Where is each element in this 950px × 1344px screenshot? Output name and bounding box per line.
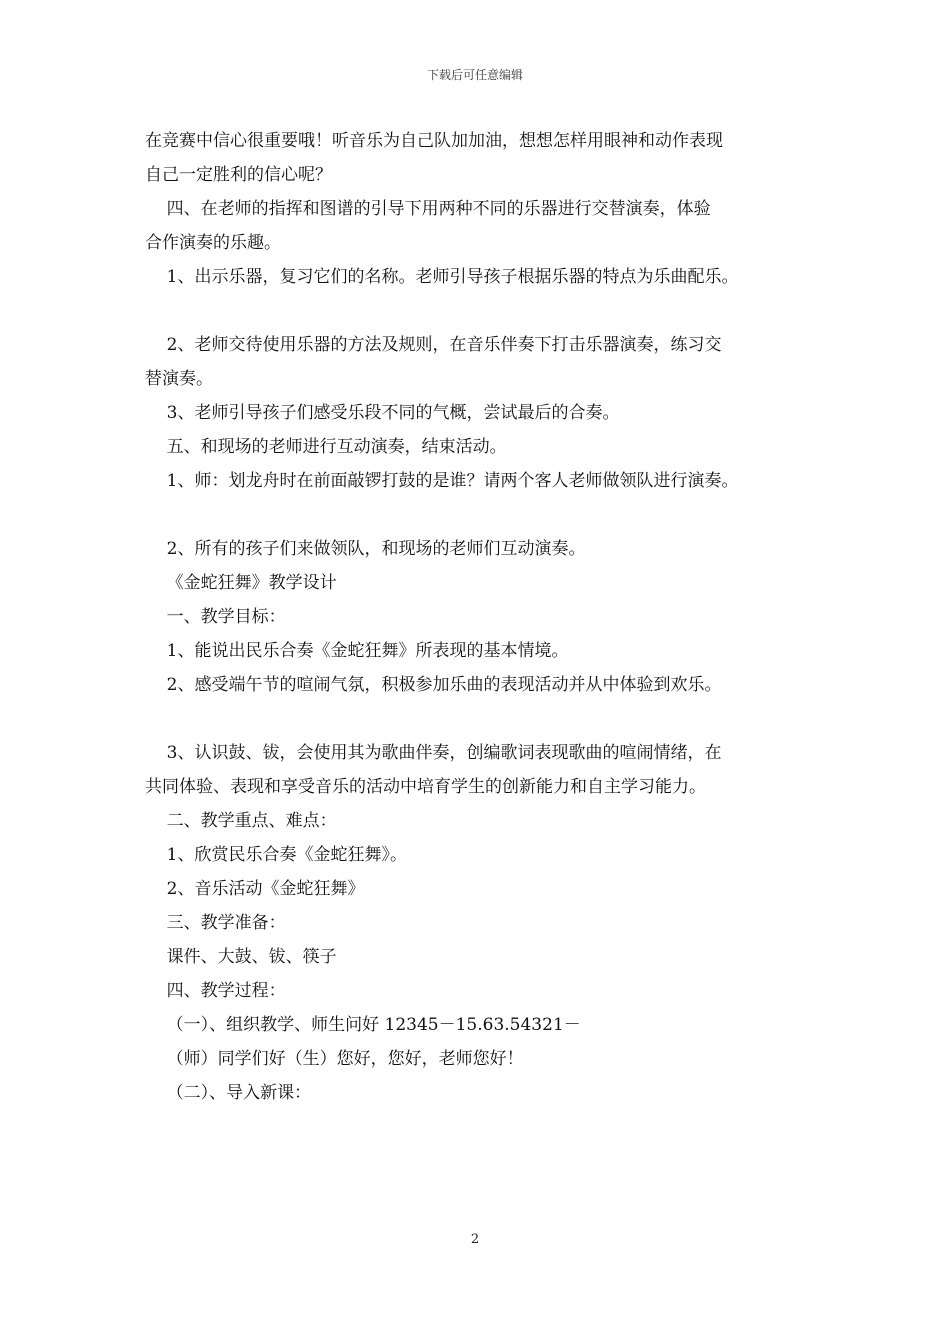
paragraph-line: 1、欣赏民乐合奏《金蛇狂舞》。 bbox=[145, 845, 407, 865]
blank-line bbox=[145, 498, 817, 532]
blank-line bbox=[145, 294, 817, 328]
paragraph-line: 二、教学重点、难点： bbox=[145, 811, 337, 831]
section-title: 《金蛇狂舞》教学设计 bbox=[145, 573, 337, 593]
paragraph-line: 三、教学准备： bbox=[145, 913, 286, 933]
paragraph-line: 自己一定胜利的信心呢？ bbox=[145, 165, 332, 185]
paragraph-line: 共同体验、表现和享受音乐的活动中培育学生的创新能力和自主学习能力。 bbox=[145, 777, 706, 797]
page-number: 2 bbox=[470, 1232, 480, 1247]
paragraph-line: 1、师：划龙舟时在前面敲锣打鼓的是谁？请两个客人老师做领队进行演奏。 bbox=[145, 471, 739, 491]
paragraph-line: （一）、组织教学、师生问好 12345－15.63.54321－ bbox=[145, 1015, 581, 1035]
paragraph-line: 1、出示乐器，复习它们的名称。老师引导孩子根据乐器的特点为乐曲配乐。 bbox=[145, 267, 739, 287]
paragraph-line: 替演奏。 bbox=[145, 369, 213, 389]
blank-line bbox=[145, 702, 817, 736]
paragraph-line: 五、和现场的老师进行互动演奏，结束活动。 bbox=[145, 437, 507, 457]
paragraph-line: 合作演奏的乐趣。 bbox=[145, 233, 281, 253]
paragraph-line: 2、所有的孩子们来做领队，和现场的老师们互动演奏。 bbox=[145, 539, 586, 559]
paragraph-line: （二）、导入新课： bbox=[145, 1083, 312, 1103]
paragraph-line: 一、教学目标： bbox=[145, 607, 286, 627]
page-header: 下载后可任意编辑 bbox=[426, 68, 523, 82]
document-body bbox=[145, 124, 817, 1110]
paragraph-line: 课件、大鼓、钹、筷子 bbox=[145, 947, 337, 967]
paragraph-line: 2、音乐活动《金蛇狂舞》 bbox=[145, 879, 365, 899]
paragraph-line: 3、老师引导孩子们感受乐段不同的气概，尝试最后的合奏。 bbox=[145, 403, 620, 423]
paragraph-line: 四、教学过程： bbox=[145, 981, 286, 1001]
paragraph-line: 2、老师交待使用乐器的方法及规则，在音乐伴奏下打击乐器演奏，练习交 bbox=[145, 335, 722, 355]
paragraph-line: 四、在老师的指挥和图谱的引导下用两种不同的乐器进行交替演奏，体验 bbox=[145, 199, 711, 219]
paragraph-line: 2、感受端午节的喧闹气氛，积极参加乐曲的表现活动并从中体验到欢乐。 bbox=[145, 675, 722, 695]
paragraph-line: 1、能说出民乐合奏《金蛇狂舞》所表现的基本情境。 bbox=[145, 641, 569, 661]
paragraph-line: 在竞赛中信心很重要哦！听音乐为自己队加加油，想想怎样用眼神和动作表现 bbox=[145, 131, 723, 151]
paragraph-line: （师）同学们好（生）您好，您好，老师您好！ bbox=[145, 1049, 524, 1069]
paragraph-line: 3、认识鼓、钹，会使用其为歌曲伴奏，创编歌词表现歌曲的喧闹情绪，在 bbox=[145, 743, 722, 763]
